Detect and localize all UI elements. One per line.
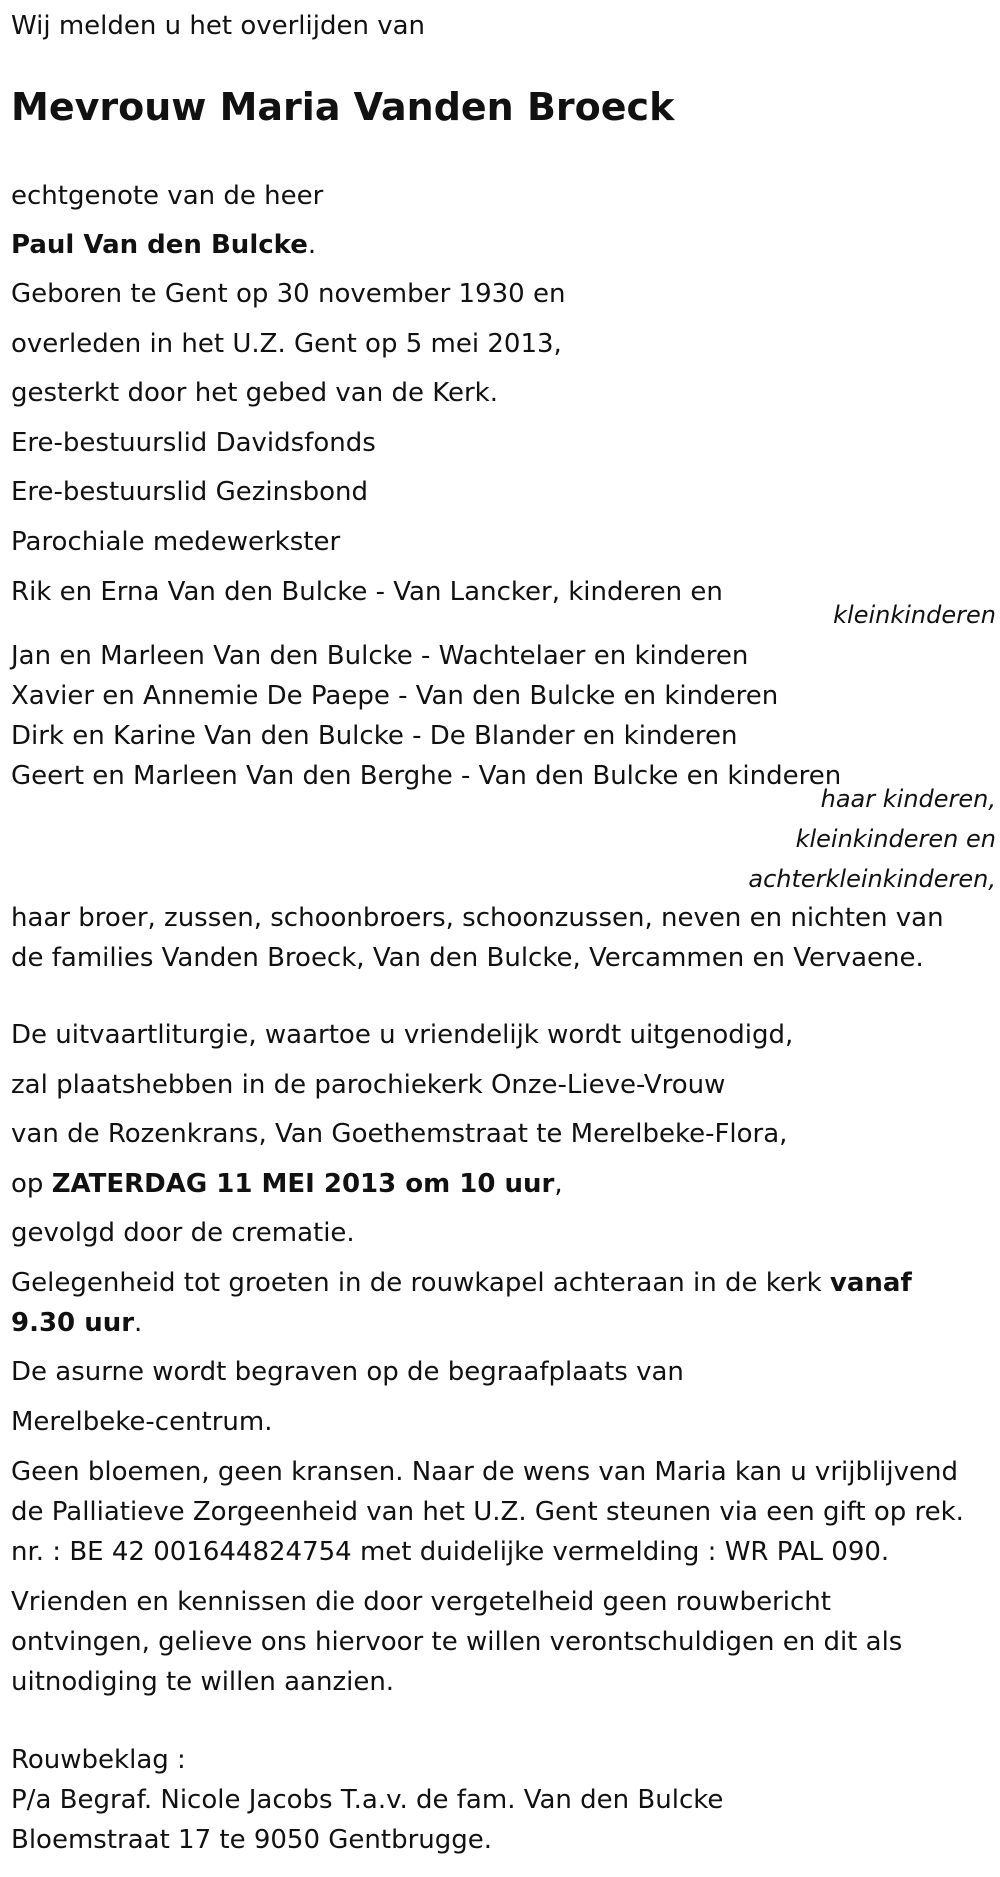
- family-label-achterkleinkinderen: achterkleinkinderen,: [748, 865, 996, 893]
- greeting-suffix: .: [134, 1308, 143, 1338]
- spouse-punct: .: [307, 230, 317, 260]
- greeting-text: Gelegenheid tot groeten in de rouwkapel achteraan in de kerk: [11, 1268, 830, 1298]
- urn-line-1: De asurne wordt begraven op de begraafplaats van: [11, 1357, 684, 1387]
- role-parochiale: Parochiale medewerkster: [11, 527, 341, 557]
- born-text: Geboren te Gent op 30 november 1930 en: [11, 279, 566, 309]
- family-line-2: Jan en Marleen Van den Bulcke - Wachtelaer en kinderen: [11, 641, 749, 671]
- funeral-line-2: zal plaatshebben in de parochiekerk Onze-Lieve-Vrouw: [11, 1070, 726, 1100]
- family-line-5: Geert en Marleen Van den Berghe - Van den Bulcke en kinderen: [11, 761, 842, 791]
- condolences-label: Rouwbeklag :: [11, 1745, 186, 1775]
- deceased-name: Mevrouw Maria Vanden Broeck: [11, 85, 675, 129]
- intro-text: Wij melden u het overlijden van: [11, 11, 426, 41]
- greeting-vanaf: vanaf: [829, 1268, 912, 1298]
- condolences-address-1: P/a Begraf. Nicole Jacobs T.a.v. de fam. Van den Bulcke: [11, 1785, 724, 1815]
- greeting-time: 9.30 uur: [11, 1308, 135, 1338]
- relatives-line-1: haar broer, zussen, schoonbroers, schoonzussen, neven en nichten van: [11, 903, 944, 933]
- died-text: overleden in het U.Z. Gent op 5 mei 2013,: [11, 329, 562, 359]
- friends-line-1: Vrienden en kennissen die door vergetelheid geen rouwbericht: [11, 1587, 831, 1617]
- greeting-line-1: [11, 1263, 912, 1303]
- family-label-kleinkinderen-en: kleinkinderen en: [795, 825, 996, 853]
- funeral-line-1: De uitvaartliturgie, waartoe u vriendelijk wordt uitgenodigd,: [11, 1020, 794, 1050]
- family-line-1: Rik en Erna Van den Bulcke - Van Lancker, kinderen en: [11, 577, 723, 607]
- cremation-text: gevolgd door de crematie.: [11, 1218, 355, 1248]
- flowers-line-3: nr. : BE 42 001644824754 met duidelijke vermelding : WR PAL 090.: [11, 1537, 890, 1567]
- funeral-line-3: van de Rozenkrans, Van Goethemstraat te Merelbeke-Flora,: [11, 1119, 788, 1149]
- spouse-line: [11, 225, 316, 265]
- greeting-line-2: [11, 1303, 142, 1343]
- family-line-4: Dirk en Karine Van den Bulcke - De Blander en kinderen: [11, 721, 738, 751]
- friends-line-3: uitnodiging te willen aanzien.: [11, 1667, 395, 1697]
- strengthened-text: gesterkt door het gebed van de Kerk.: [11, 378, 499, 408]
- friends-line-2: ontvingen, gelieve ons hiervoor te willen verontschuldigen en dit als: [11, 1627, 903, 1657]
- relatives-line-2: de families Vanden Broeck, Van den Bulcke, Vercammen en Vervaene.: [11, 943, 924, 973]
- funeral-date-prefix: op: [11, 1169, 52, 1199]
- spouse-name: Paul Van den Bulcke: [11, 230, 308, 260]
- funeral-date: ZATERDAG 11 MEI 2013 om 10 uur: [51, 1169, 555, 1199]
- funeral-date-suffix: ,: [554, 1169, 563, 1199]
- spouse-intro: echtgenote van de heer: [11, 181, 324, 211]
- family-label-kinderen: haar kinderen,: [820, 785, 996, 813]
- family-label-kleinkinderen: kleinkinderen: [833, 601, 996, 629]
- flowers-line-1: Geen bloemen, geen kransen. Naar de wens van Maria kan u vrijblijvend: [11, 1457, 958, 1487]
- role-davidsfonds: Ere-bestuurslid Davidsfonds: [11, 428, 376, 458]
- funeral-date-line: [11, 1164, 563, 1204]
- condolences-address-2: Bloemstraat 17 te 9050 Gentbrugge.: [11, 1825, 493, 1855]
- role-gezinsbond: Ere-bestuurslid Gezinsbond: [11, 477, 369, 507]
- family-line-3: Xavier en Annemie De Paepe - Van den Bulcke en kinderen: [11, 681, 779, 711]
- flowers-line-2: de Palliatieve Zorgeenheid van het U.Z. Gent steunen via een gift op rek.: [11, 1497, 964, 1527]
- urn-line-2: Merelbeke-centrum.: [11, 1407, 273, 1437]
